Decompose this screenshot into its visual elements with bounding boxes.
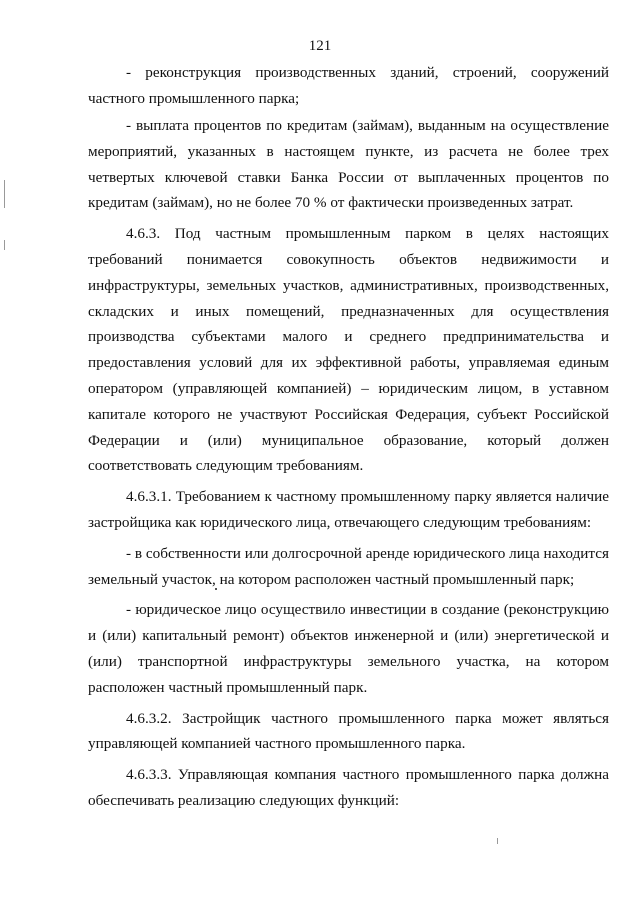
scan-tick-mark bbox=[497, 838, 498, 844]
document-body bbox=[88, 60, 609, 815]
paragraph-interest-payment: - выплата процентов по кредитам (займам), выданным на осуществление мероприятий, указанных в настоящем пункте, из расчета не более трех четвертых ключевой ставки Банка России от выплаченных процентов по кредитам (займам), но не более 70 % от фактически произведенных затрат. bbox=[88, 117, 609, 212]
scan-edge-mark bbox=[4, 180, 5, 208]
paragraph-4-6-3-3: 4.6.3.3. Управляющая компания частного промышленного парка должна обеспечивать реализацию следующих функций: bbox=[88, 766, 609, 810]
scan-speck bbox=[215, 588, 217, 590]
paragraph-4-6-3-1: 4.6.3.1. Требованием к частному промышленному парку является наличие застройщика как юридического лица, отвечающего следующим требованиям: bbox=[88, 488, 609, 532]
page-number: 121 bbox=[308, 38, 332, 54]
paragraph-4-6-3-2: 4.6.3.2. Застройщик частного промышленного парка может являться управляющей компанией частного промышленного парка. bbox=[88, 709, 609, 753]
paragraph-land-plot: - в собственности или долгосрочной аренде юридического лица находится земельный участок, на котором расположен частный промышленный парк; bbox=[88, 544, 609, 588]
scan-edge-mark-lower bbox=[4, 240, 5, 250]
paragraph-reconstruction: - реконструкция производственных зданий, строений, сооружений частного промышленного парка; bbox=[88, 64, 609, 107]
paragraph-investments: - юридическое лицо осуществило инвестиции в создание (реконструкцию и (или) капитальный ремонт) объектов инженерной и (или) энергетической и (или) транспортной инфраструктуры земельного участка, на котором расположен частный промышленный парк. bbox=[88, 601, 609, 696]
paragraph-4-6-3-definition: 4.6.3. Под частным промышленным парком в целях настоящих требований понимается совокупность объектов недвижимости и инфраструктуры, земельных участков, административных, производственных, складских и иных помещений, предназначенных для осуществления производства субъектами малого и среднего предпринимательства и предоставления условий для их эффективной работы, управляемая единым оператором (управляющей компанией) – юридическим лицом, в уставном капитале которого не участвуют Российская Федерация, субъект Российской Федерации и (или) муниципальное образование, который должен соответствовать следующим требованиям. bbox=[88, 225, 609, 475]
